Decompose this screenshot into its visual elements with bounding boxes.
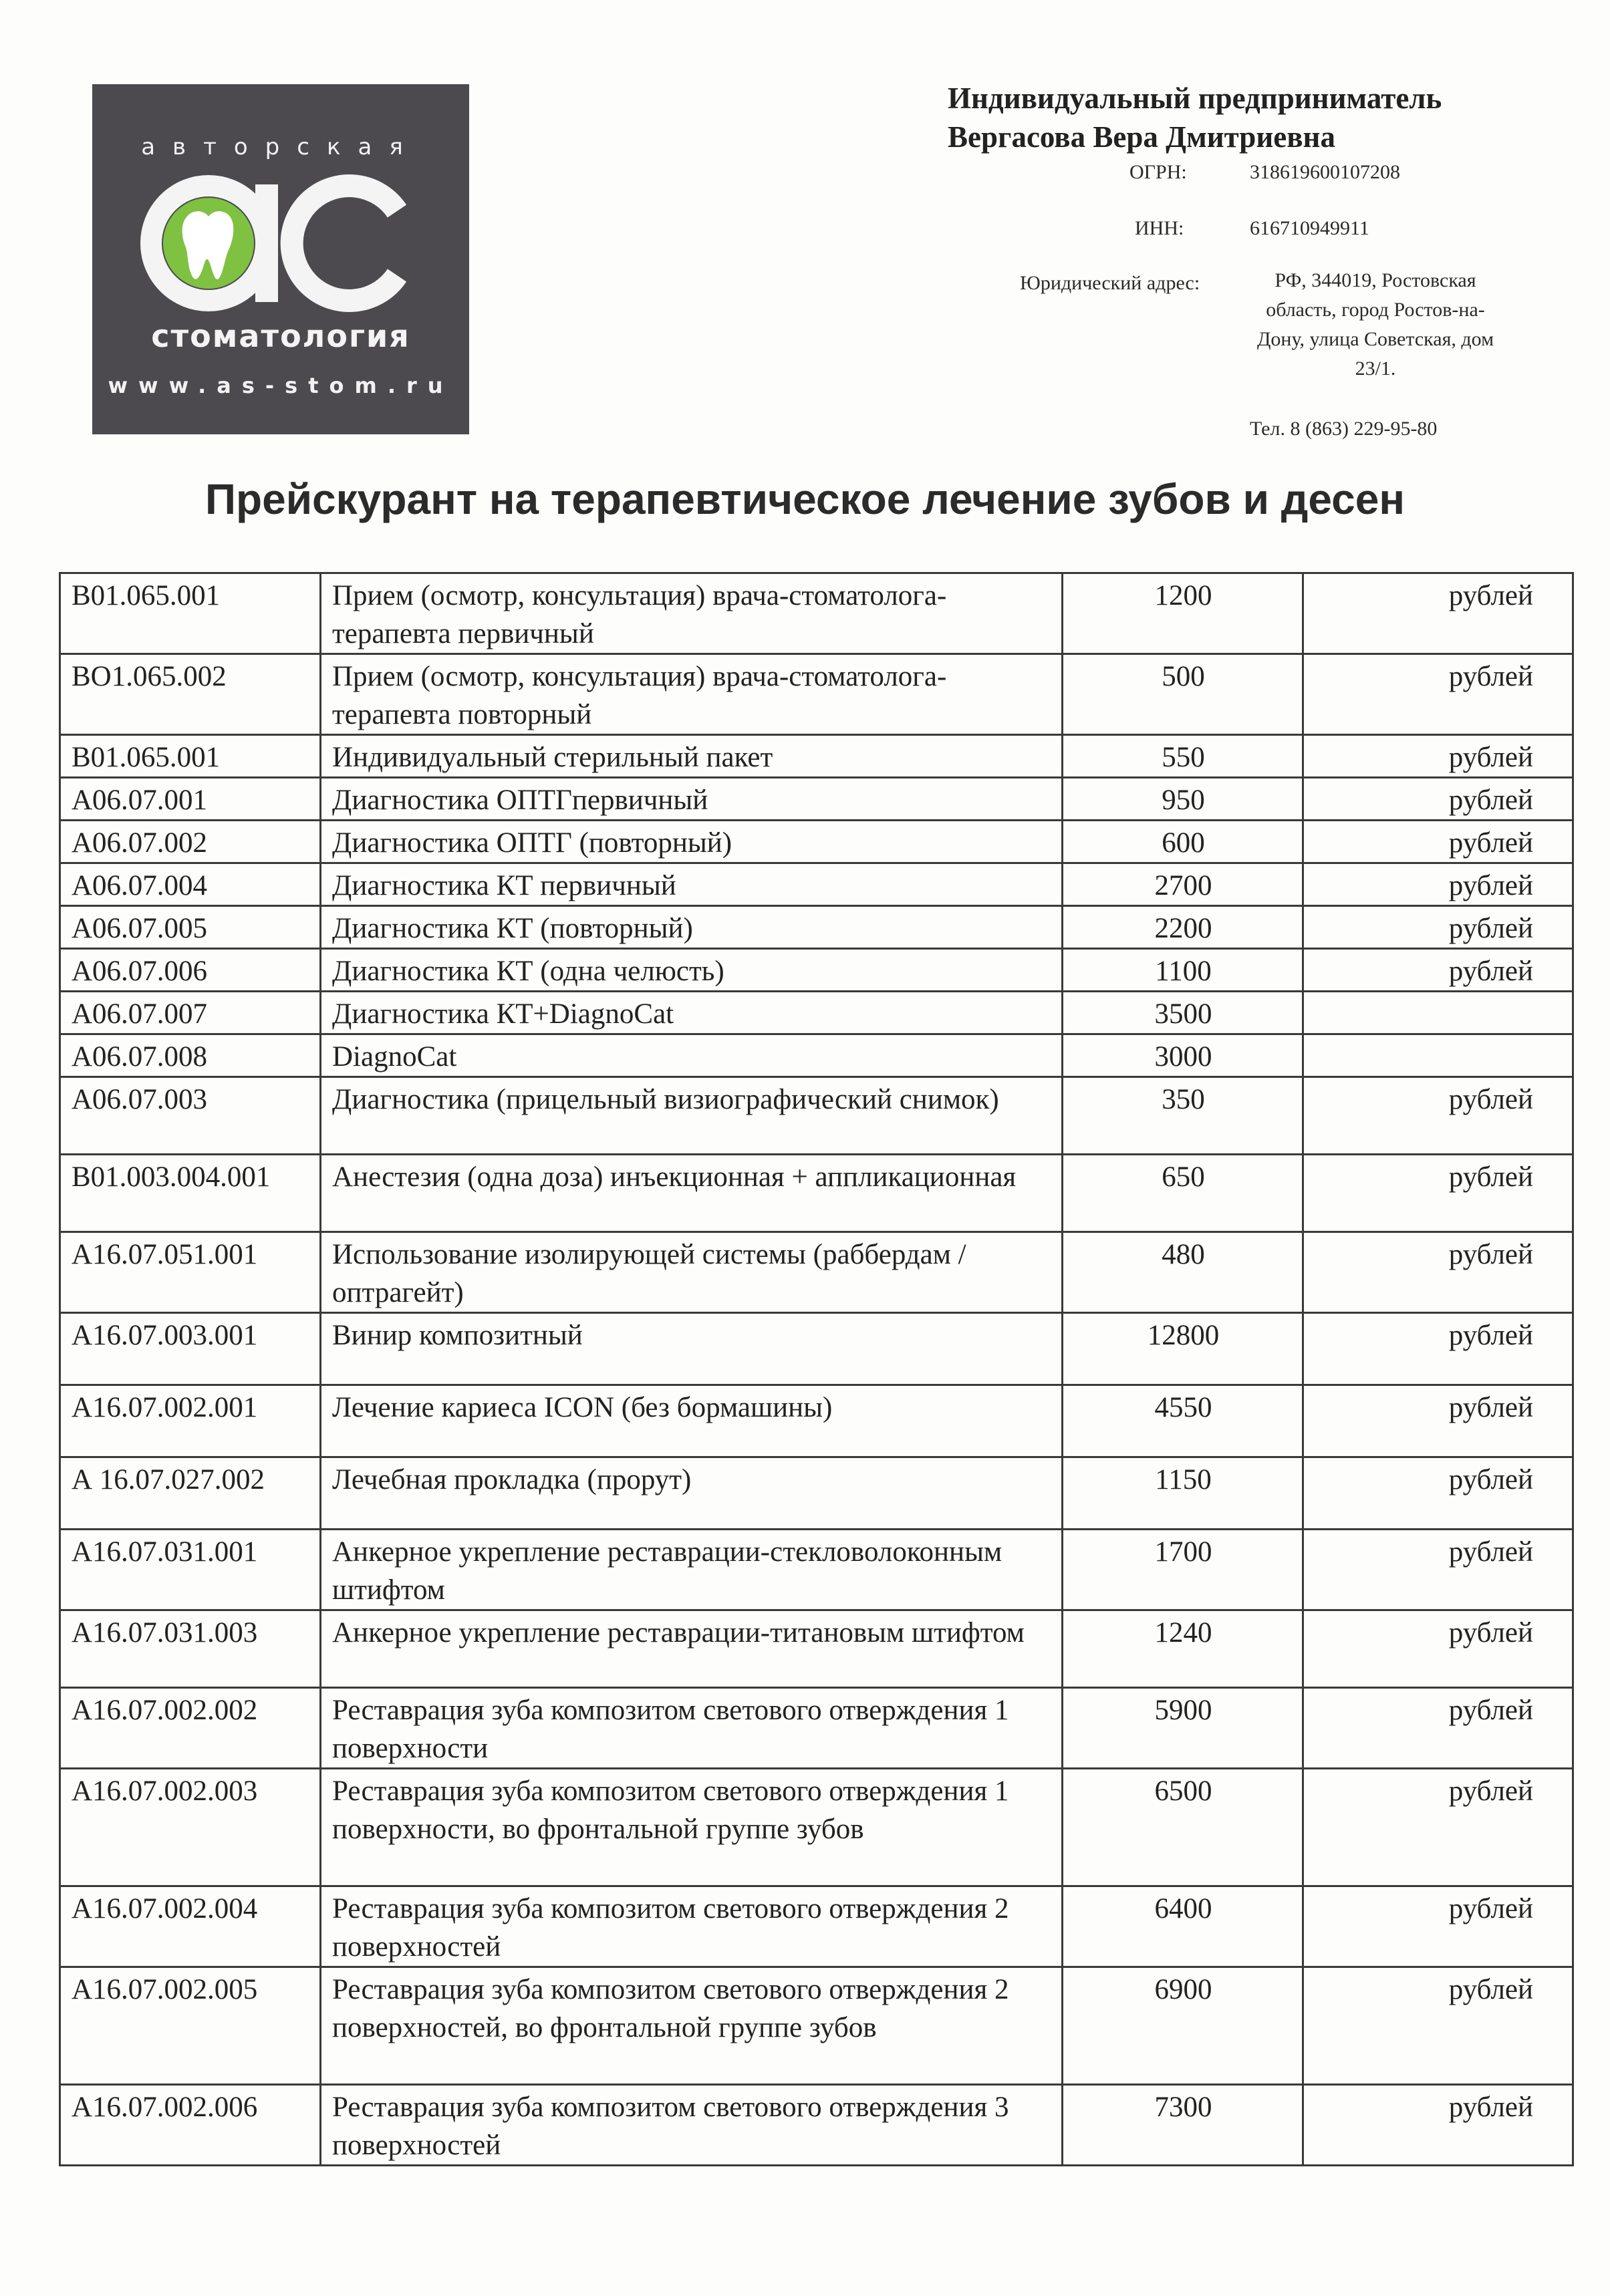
service-name: Диагностика КТ+DiagnoCat	[321, 992, 1063, 1034]
service-code: А16.07.031.001	[60, 1530, 321, 1610]
table-row	[60, 2085, 1573, 2166]
ogrn-value: 318619600107208	[1250, 161, 1400, 183]
price-table-body	[60, 573, 1573, 2166]
price-unit: рублей	[1303, 1385, 1573, 1457]
price-unit: рублей	[1303, 654, 1573, 735]
table-row	[60, 1385, 1573, 1457]
table-row	[60, 1967, 1573, 2085]
service-name: Индивидуальный стерильный пакет	[321, 735, 1063, 778]
service-name: Винир композитный	[321, 1313, 1063, 1385]
service-price: 3000	[1063, 1034, 1303, 1077]
service-price: 7300	[1063, 2085, 1303, 2166]
service-code: А16.07.051.001	[60, 1232, 321, 1313]
table-row	[60, 735, 1573, 778]
service-price: 2200	[1063, 906, 1303, 949]
service-price: 4550	[1063, 1385, 1303, 1457]
service-name: Прием (осмотр, консультация) врача-стоматолога-терапевта первичный	[321, 573, 1063, 654]
service-price: 12800	[1063, 1313, 1303, 1385]
price-unit: рублей	[1303, 863, 1573, 906]
price-unit: рублей	[1303, 778, 1573, 821]
table-row	[60, 1232, 1573, 1313]
service-price: 6900	[1063, 1967, 1303, 2085]
price-unit: рублей	[1303, 949, 1573, 992]
service-code: А16.07.031.003	[60, 1610, 321, 1688]
service-price: 6400	[1063, 1886, 1303, 1967]
table-row	[60, 863, 1573, 906]
service-name: Лечебная прокладка (прорут)	[321, 1457, 1063, 1530]
service-name: Анкерное укрепление реставрации-титановым штифтом	[321, 1610, 1063, 1688]
clinic-logo	[92, 84, 469, 434]
entrepreneur-title: Индивидуальный предприниматель	[948, 82, 1442, 115]
service-price: 1150	[1063, 1457, 1303, 1530]
table-row	[60, 1769, 1573, 1886]
service-code: А16.07.002.004	[60, 1886, 321, 1967]
service-price: 350	[1063, 1077, 1303, 1155]
service-name: Диагностика ОПТГ (повторный)	[321, 821, 1063, 863]
service-code: В01.065.001	[60, 573, 321, 654]
service-price: 2700	[1063, 863, 1303, 906]
service-code: А16.07.002.001	[60, 1385, 321, 1457]
service-name: Реставрация зуба композитом светового отверждения 2 поверхностей, во фронтальной группе зубов	[321, 1967, 1063, 2085]
table-row	[60, 949, 1573, 992]
price-unit: рублей	[1303, 1457, 1573, 1530]
service-code: ВО1.065.002	[60, 654, 321, 735]
service-code: А16.07.002.006	[60, 2085, 321, 2166]
service-name: Диагностика (прицельный визиографический снимок)	[321, 1077, 1063, 1155]
table-row	[60, 654, 1573, 735]
table-row	[60, 906, 1573, 949]
service-code: А16.07.002.003	[60, 1769, 321, 1886]
service-code: А06.07.001	[60, 778, 321, 821]
inn-label: ИНН:	[1135, 217, 1184, 239]
address-value: РФ, 344019, Ростовская область, город Ростов-на-Дону, улица Советская, дом 23/1.	[1256, 269, 1494, 380]
price-unit: рублей	[1303, 1077, 1573, 1155]
phone: Тел. 8 (863) 229-95-80	[1250, 418, 1438, 440]
logo-name: стоматология	[151, 318, 410, 354]
service-code: А16.07.002.005	[60, 1967, 321, 2085]
service-name: Диагностика КТ (одна челюсть)	[321, 949, 1063, 992]
table-row	[60, 1457, 1573, 1530]
service-code: А06.07.006	[60, 949, 321, 992]
service-code: А06.07.002	[60, 821, 321, 863]
service-code: В01.065.001	[60, 735, 321, 778]
price-unit: рублей	[1303, 1688, 1573, 1769]
service-name: Анкерное укрепление реставрации-стекловолоконным штифтом	[321, 1530, 1063, 1610]
service-code: А06.07.007	[60, 992, 321, 1034]
entrepreneur-header	[948, 79, 1442, 156]
service-code: А06.07.005	[60, 906, 321, 949]
service-price: 5900	[1063, 1688, 1303, 1769]
price-unit: рублей	[1303, 821, 1573, 863]
service-name: Лечение кариеса ICON (без бормашины)	[321, 1385, 1063, 1457]
price-unit: рублей	[1303, 906, 1573, 949]
table-row	[60, 1610, 1573, 1688]
table-row	[60, 1688, 1573, 1769]
price-unit	[1303, 992, 1573, 1034]
price-unit: рублей	[1303, 1530, 1573, 1610]
price-unit: рублей	[1303, 1886, 1573, 1967]
monogram-letter-c	[292, 186, 397, 301]
price-unit: рублей	[1303, 1610, 1573, 1688]
address-label: Юридический адрес:	[1020, 272, 1200, 294]
service-name: Реставрация зуба композитом светового отверждения 1 поверхности, во фронтальной группе зубов	[321, 1769, 1063, 1886]
price-unit: рублей	[1303, 1967, 1573, 2085]
service-price: 6500	[1063, 1769, 1303, 1886]
service-name: Прием (осмотр, консультация) врача-стоматолога-терапевта повторный	[321, 654, 1063, 735]
service-code: А16.07.002.002	[60, 1688, 321, 1769]
table-row	[60, 1155, 1573, 1232]
service-code: А06.07.008	[60, 1034, 321, 1077]
page-title: Прейскурант на терапевтическое лечение зубов и десен	[205, 475, 1405, 523]
service-code: А 16.07.027.002	[60, 1457, 321, 1530]
price-unit: рублей	[1303, 573, 1573, 654]
service-name: Диагностика КТ (повторный)	[321, 906, 1063, 949]
service-name: Использование изолирующей системы (раббердам / оптрагейт)	[321, 1232, 1063, 1313]
service-price: 650	[1063, 1155, 1303, 1232]
service-price: 1700	[1063, 1530, 1303, 1610]
table-row	[60, 992, 1573, 1034]
table-row	[60, 1077, 1573, 1155]
price-unit	[1303, 1034, 1573, 1077]
service-price: 1240	[1063, 1610, 1303, 1688]
service-price: 480	[1063, 1232, 1303, 1313]
inn-value: 616710949911	[1250, 217, 1369, 239]
table-row	[60, 1886, 1573, 1967]
price-unit: рублей	[1303, 1313, 1573, 1385]
table-row	[60, 573, 1573, 654]
service-code: А06.07.004	[60, 863, 321, 906]
table-row	[60, 778, 1573, 821]
logo-url: www.as-stom.ru	[108, 373, 454, 398]
service-name: DiagnoCat	[321, 1034, 1063, 1077]
price-table	[59, 572, 1574, 2166]
service-price: 1200	[1063, 573, 1303, 654]
service-name: Диагностика КТ первичный	[321, 863, 1063, 906]
price-unit: рублей	[1303, 735, 1573, 778]
service-name: Реставрация зуба композитом светового отверждения 1 поверхности	[321, 1688, 1063, 1769]
service-price: 950	[1063, 778, 1303, 821]
service-name: Реставрация зуба композитом светового отверждения 2 поверхностей	[321, 1886, 1063, 1967]
service-code: А16.07.003.001	[60, 1313, 321, 1385]
ogrn-label: ОГРН:	[1129, 161, 1187, 183]
price-unit: рублей	[1303, 1232, 1573, 1313]
logo-tagline: авторская	[141, 134, 420, 160]
service-price: 600	[1063, 821, 1303, 863]
service-code: А06.07.003	[60, 1077, 321, 1155]
entrepreneur-name: Вергасова Вера Дмитриевна	[948, 120, 1335, 154]
table-row	[60, 1034, 1573, 1077]
price-unit: рублей	[1303, 1155, 1573, 1232]
service-price: 3500	[1063, 992, 1303, 1034]
service-name: Диагностика ОПТГпервичный	[321, 778, 1063, 821]
service-price: 500	[1063, 654, 1303, 735]
service-price: 1100	[1063, 949, 1303, 992]
table-row	[60, 821, 1573, 863]
table-row	[60, 1313, 1573, 1385]
service-code: В01.003.004.001	[60, 1155, 321, 1232]
service-name: Реставрация зуба композитом светового отверждения 3 поверхностей	[321, 2085, 1063, 2166]
table-row	[60, 1530, 1573, 1610]
price-unit: рублей	[1303, 2085, 1573, 2166]
price-unit: рублей	[1303, 1769, 1573, 1886]
service-name: Анестезия (одна доза) инъекционная + аппликационная	[321, 1155, 1063, 1232]
service-price: 550	[1063, 735, 1303, 778]
